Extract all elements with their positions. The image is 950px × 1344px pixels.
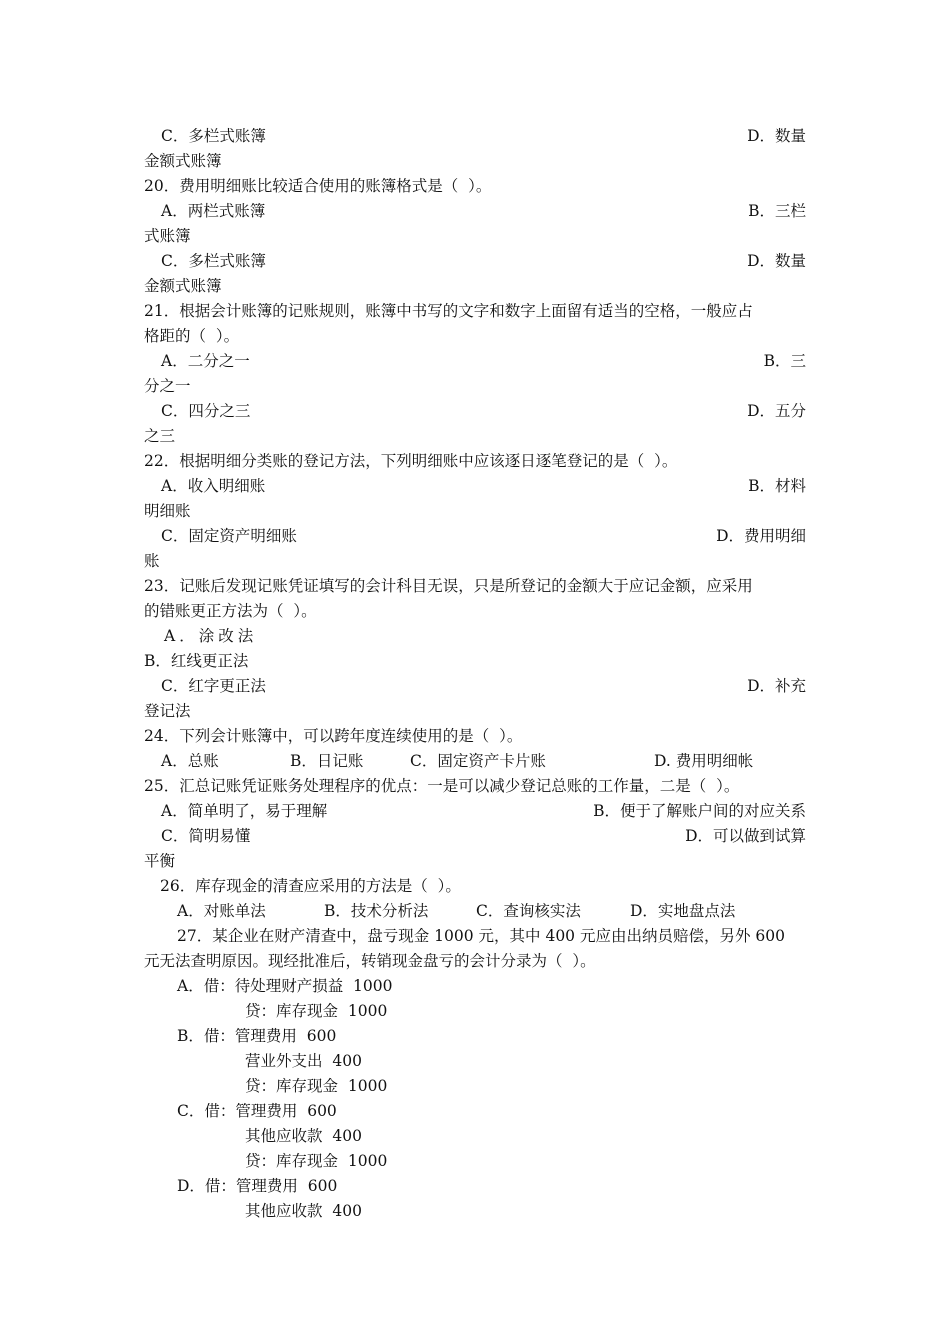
option-continuation: 金额式账簿 bbox=[144, 152, 222, 170]
question-21 bbox=[144, 299, 806, 324]
question-26 bbox=[144, 874, 806, 899]
wrap-line bbox=[144, 274, 806, 299]
option-continuation: 账 bbox=[144, 552, 160, 570]
option-a: A．总账 bbox=[161, 752, 219, 770]
question-text: 26．库存现金的清查应采用的方法是（ ）。 bbox=[160, 877, 461, 895]
option-a-debit: A．借：待处理财产损益 1000 bbox=[177, 977, 393, 995]
option-line bbox=[144, 899, 806, 924]
question-24 bbox=[144, 724, 806, 749]
option-a: A．收入明细账 bbox=[161, 477, 266, 495]
entry-line bbox=[144, 1149, 806, 1174]
option-c: C．四分之三 bbox=[161, 402, 251, 420]
entry-line bbox=[144, 1074, 806, 1099]
question-22 bbox=[144, 449, 806, 474]
wrap-line bbox=[144, 499, 806, 524]
option-d: D．五分 bbox=[747, 402, 806, 420]
option-d: D．补充 bbox=[747, 677, 806, 695]
option-line bbox=[144, 199, 806, 224]
option-c: C．固定资产卡片账 bbox=[410, 752, 546, 770]
question-text: 格距的（ ）。 bbox=[144, 327, 240, 345]
option-b: B．技术分析法 bbox=[324, 902, 429, 920]
option-a: A．二分之一 bbox=[161, 352, 250, 370]
option-a-credit: 贷：库存现金 1000 bbox=[245, 1002, 388, 1020]
option-d: D．费用明细 bbox=[716, 527, 806, 545]
option-line bbox=[144, 749, 806, 774]
option-continuation: 明细账 bbox=[144, 502, 191, 520]
option-a: A．简单明了，易于理解 bbox=[161, 802, 328, 820]
option-c-debit-2: 其他应收款 400 bbox=[245, 1127, 362, 1145]
option-line bbox=[144, 349, 806, 374]
wrap-line bbox=[144, 699, 806, 724]
option-b-debit: B．借：管理费用 600 bbox=[177, 1027, 337, 1045]
entry-line bbox=[144, 999, 806, 1024]
wrap-line bbox=[144, 374, 806, 399]
option-c: C．多栏式账簿 bbox=[161, 127, 266, 145]
question-continuation bbox=[144, 324, 806, 349]
option-d: D．实地盘点法 bbox=[630, 902, 736, 920]
option-line bbox=[144, 524, 806, 549]
option-continuation: 分之一 bbox=[144, 377, 191, 395]
option-line bbox=[144, 649, 806, 674]
option-d: D．可以做到试算 bbox=[685, 827, 806, 845]
wrap-line bbox=[144, 549, 806, 574]
option-line bbox=[144, 124, 806, 149]
question-20 bbox=[144, 174, 806, 199]
question-text: 21．根据会计账簿的记账规则，账簿中书写的文字和数字上面留有适当的空格，一般应占 bbox=[144, 302, 753, 320]
option-d-debit: D．借：管理费用 600 bbox=[177, 1177, 338, 1195]
option-b-credit: 贷：库存现金 1000 bbox=[245, 1077, 388, 1095]
option-d-debit-2: 其他应收款 400 bbox=[245, 1202, 362, 1220]
option-d: D. 费用明细帐 bbox=[654, 752, 754, 770]
entry-line bbox=[144, 1124, 806, 1149]
option-b: B．三 bbox=[763, 352, 806, 370]
entry-line bbox=[144, 1099, 806, 1124]
question-text: 25．汇总记账凭证账务处理程序的优点：一是可以减少登记总账的工作量，二是（ ）。 bbox=[144, 777, 740, 795]
option-b-debit-2: 营业外支出 400 bbox=[245, 1052, 362, 1070]
wrap-line bbox=[144, 849, 806, 874]
option-a: A．对账单法 bbox=[177, 902, 266, 920]
option-c: C．查询核实法 bbox=[476, 902, 581, 920]
question-27 bbox=[144, 924, 806, 949]
entry-line bbox=[144, 1049, 806, 1074]
option-line bbox=[144, 624, 806, 649]
option-line bbox=[144, 824, 806, 849]
option-continuation: 金额式账簿 bbox=[144, 277, 222, 295]
question-text: 20．费用明细账比较适合使用的账簿格式是（ ）。 bbox=[144, 177, 492, 195]
option-c: C．简明易懂 bbox=[161, 827, 251, 845]
option-c: C．多栏式账簿 bbox=[161, 252, 266, 270]
option-b: B．材料 bbox=[748, 477, 806, 495]
question-continuation bbox=[144, 949, 806, 974]
option-a: A．两栏式账簿 bbox=[161, 202, 266, 220]
option-line bbox=[144, 674, 806, 699]
question-text: 元无法查明原因。现经批准后，转销现金盘亏的会计分录为（ ）。 bbox=[144, 952, 596, 970]
wrap-line bbox=[144, 424, 806, 449]
option-line bbox=[144, 249, 806, 274]
question-text: 22．根据明细分类账的登记方法，下列明细账中应该逐日逐笔登记的是（ ）。 bbox=[144, 452, 678, 470]
question-text: 的错账更正方法为（ ）。 bbox=[144, 602, 317, 620]
question-25 bbox=[144, 774, 806, 799]
option-b: B．三栏 bbox=[748, 202, 806, 220]
option-continuation: 平衡 bbox=[144, 852, 176, 870]
option-b: B．红线更正法 bbox=[144, 652, 249, 670]
entry-line bbox=[144, 1024, 806, 1049]
question-text: 27．某企业在财产清查中，盘亏现金 1000 元，其中 400 元应由出纳员赔偿，另外 600 bbox=[177, 927, 785, 945]
entry-line bbox=[144, 974, 806, 999]
question-text: 24．下列会计账簿中，可以跨年度连续使用的是（ ）。 bbox=[144, 727, 523, 745]
option-b: B．便于了解账户间的对应关系 bbox=[593, 802, 806, 820]
wrap-line bbox=[144, 149, 806, 174]
option-c-debit: C．借：管理费用 600 bbox=[177, 1102, 337, 1120]
option-continuation: 登记法 bbox=[144, 702, 191, 720]
option-c: C．固定资产明细账 bbox=[161, 527, 297, 545]
question-text: 23．记账后发现记账凭证填写的会计科目无误，只是所登记的金额大于应记金额，应采用 bbox=[144, 577, 753, 595]
option-c-credit: 贷：库存现金 1000 bbox=[245, 1152, 388, 1170]
option-d: D．数量 bbox=[747, 252, 806, 270]
option-line bbox=[144, 474, 806, 499]
option-d: D．数量 bbox=[747, 127, 806, 145]
option-b: B．日记账 bbox=[290, 752, 364, 770]
option-line bbox=[144, 799, 806, 824]
option-continuation: 之三 bbox=[144, 427, 176, 445]
option-continuation: 式账簿 bbox=[144, 227, 191, 245]
option-a: A．涂改法 bbox=[164, 627, 258, 645]
wrap-line bbox=[144, 224, 806, 249]
option-c: C．红字更正法 bbox=[161, 677, 266, 695]
question-continuation bbox=[144, 599, 806, 624]
entry-line bbox=[144, 1174, 806, 1199]
entry-line bbox=[144, 1199, 806, 1224]
question-23 bbox=[144, 574, 806, 599]
option-line bbox=[144, 399, 806, 424]
